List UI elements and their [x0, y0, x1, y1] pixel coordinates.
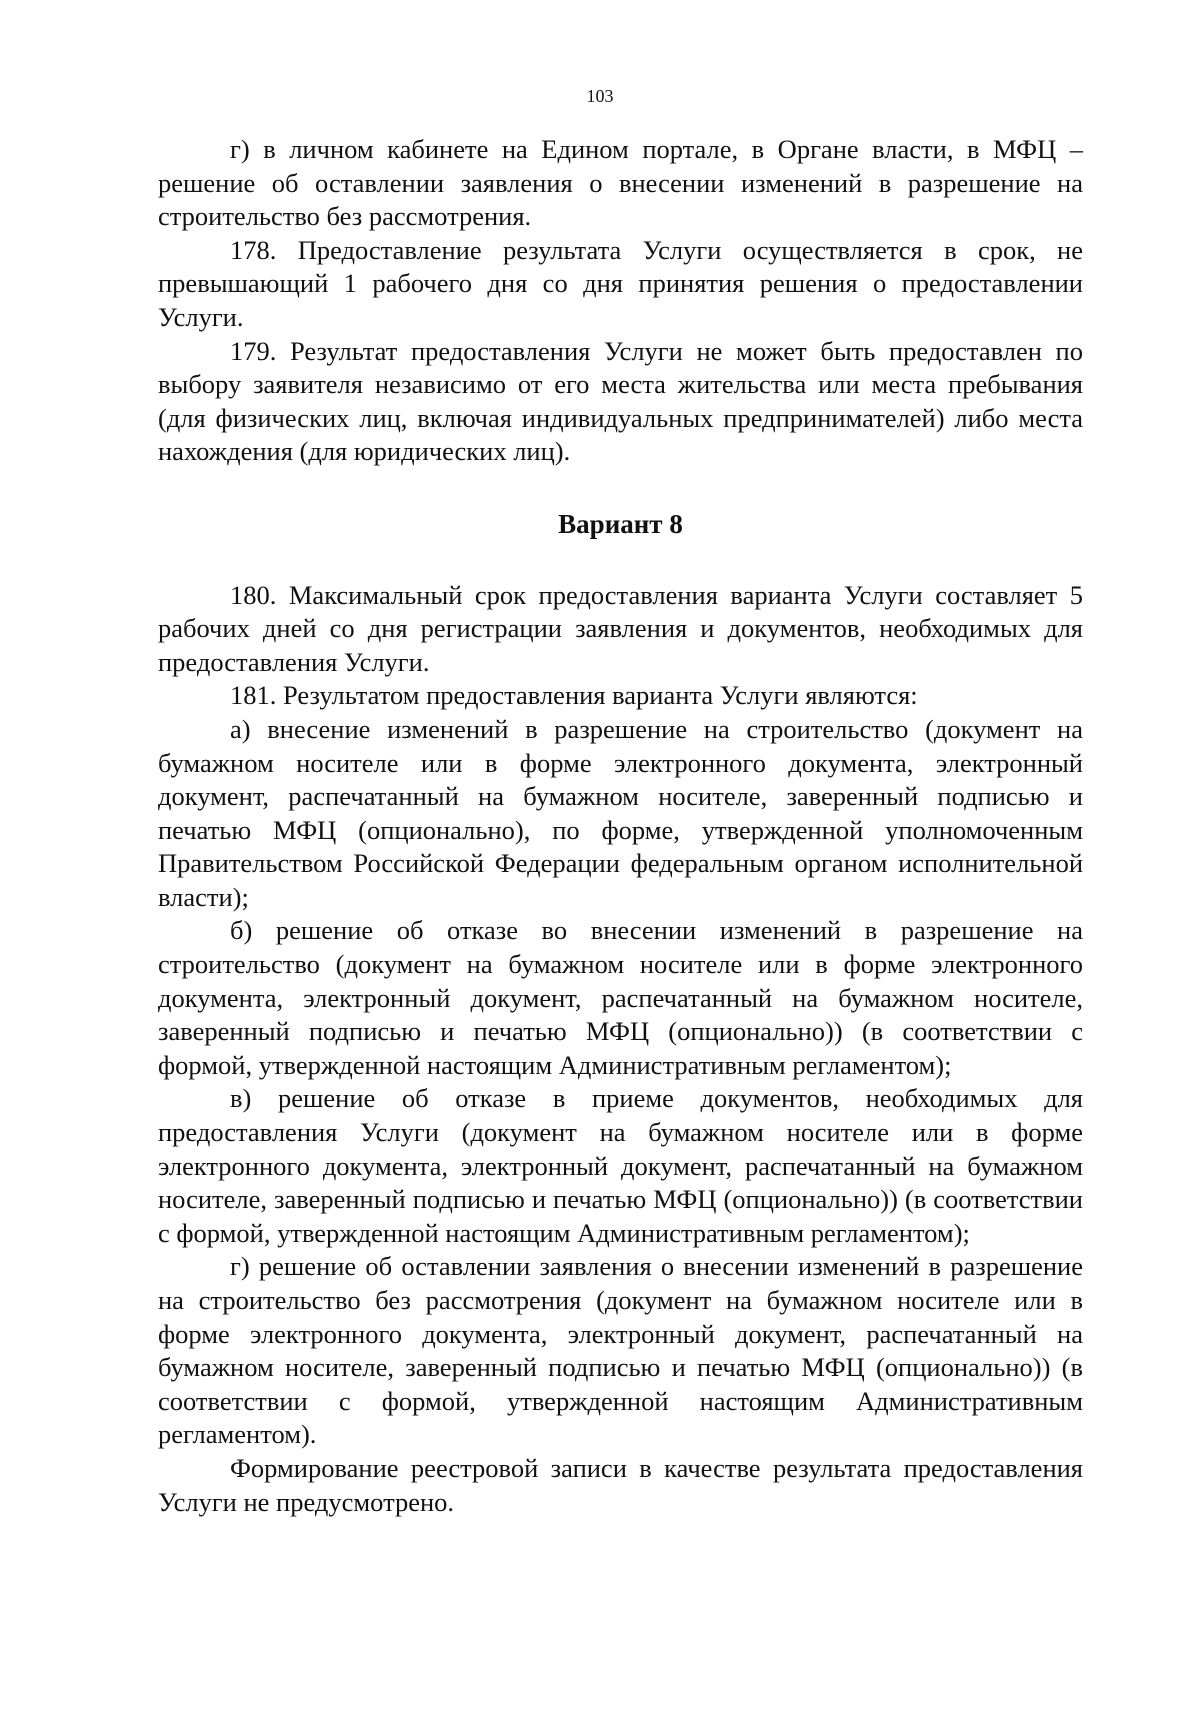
section-heading-variant-8: Вариант 8	[558, 508, 683, 539]
list-item-g: г) решение об оставлении заявления о внесении изменений в разрешение на строительство без рассмотрения (документ на бумажном носителе или в форме электронного документа, электронный документ, распечатанный на бумажном носителе, заверенный подписью и печатью МФЦ (опционально)) (в соответствии с формой, утвержденной настоящим Административным регламентом).	[158, 1251, 1083, 1450]
document-body	[158, 133, 1083, 1519]
list-item-v: в) решение об отказе в приеме документов, необходимых для предоставления Услуги (документ на бумажном носителе или в форме электронного документа, электронный документ, распечатанный на бумажном носителе, заверенный подписью и печатью МФЦ (опционально)) (в соответствии с формой, утвержденной настоящим Административным регламентом);	[158, 1083, 1083, 1248]
page-number: 103	[586, 86, 614, 106]
paragraph-181: 181. Результатом предоставления варианта Услуги являются:	[230, 680, 918, 711]
paragraph-179: 179. Результат предоставления Услуги не может быть предоставлен по выбору заявителя независимо от его места жительства или места пребывания (для физических лиц, включая индивидуальных предпринимателей) либо места нахождения (для юридических лиц).	[158, 335, 1083, 467]
paragraph-registry-note: Формирование реестровой записи в качестве результата предоставления Услуги не предусмотрено.	[158, 1452, 1083, 1517]
paragraph-result-cabinet: г) в личном кабинете на Едином портале, в Органе власти, в МФЦ – решение об оставлении заявления о внесении изменений в разрешение на строительство без рассмотрения.	[158, 134, 1083, 232]
list-item-a: а) внесение изменений в разрешение на строительство (документ на бумажном носителе или в форме электронного документа, электронный документ, распечатанный на бумажном носителе, заверенный подписью и печатью МФЦ (опционально), по форме, утвержденной уполномоченным Правительством Российской Федерации федеральным органом исполнительной власти);	[158, 713, 1083, 912]
list-item-b: б) решение об отказе во внесении изменений в разрешение на строительство (документ на бумажном носителе или в форме электронного документа, электронный документ, распечатанный на бумажном носителе, заверенный подписью и печатью МФЦ (опционально)) (в соответствии с формой, утвержденной настоящим Административным регламентом);	[158, 915, 1083, 1080]
paragraph-180: 180. Максимальный срок предоставления варианта Услуги составляет 5 рабочих дней со дня регистрации заявления и документов, необходимых для предоставления Услуги.	[158, 579, 1083, 677]
paragraph-178: 178. Предоставление результата Услуги осуществляется в срок, не превышающий 1 рабочего дня со дня принятия решения о предоставлении Услуги.	[158, 234, 1083, 332]
